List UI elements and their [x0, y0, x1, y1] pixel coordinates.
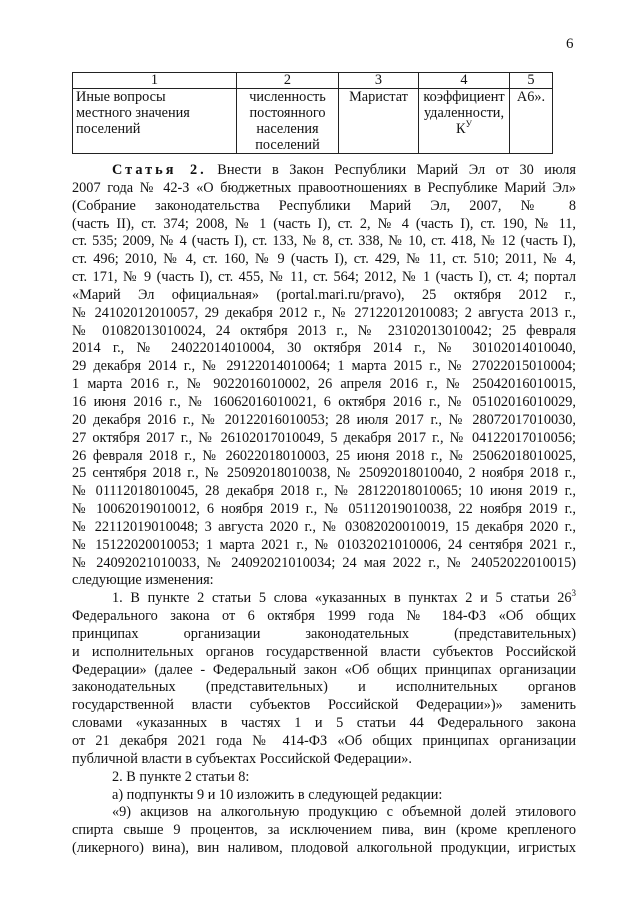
item1-line: законодательных (представительных) и исполнительных органов	[72, 679, 576, 696]
coefficient-symbol	[422, 121, 506, 137]
item2-quote-line: спирта свыше 9 процентов, за исключением пива, вин (кроме крепленого	[72, 822, 576, 839]
item1-first-line	[72, 590, 576, 608]
table-header-cell: 3	[339, 73, 419, 89]
table-cell-code: А6».	[510, 89, 553, 154]
table-cell-indicator	[237, 89, 339, 154]
cell-line: поселений	[76, 121, 141, 137]
article-line: № 15122020010053; 1 марта 2021 г., № 01032021010006, 24 сентября 2021 г.,	[72, 536, 576, 553]
item2-heading: 2. В пункте 2 статьи 8:	[112, 768, 250, 785]
article-last-line: следующие изменения:	[72, 572, 214, 589]
cell-line: удаленности,	[423, 105, 505, 121]
item1-last-line: публичной власти в субъектах Российской Федерации».	[72, 750, 413, 767]
table-header-cell: 4	[419, 73, 510, 89]
article-line: 2014 г., № 24022014010004, 30 октября 2014 г., № 30102014010040,	[72, 340, 576, 357]
cell-line: Иные вопросы	[76, 89, 166, 105]
cell-line: коэффициент	[423, 89, 505, 105]
item1-line: государственной власти субъектов Российской Федерации»)» заменить	[72, 697, 576, 714]
table-header-row	[73, 73, 553, 89]
article-line: № 01082013010024, 24 октября 2013 г., № 23102013010042; 25 февраля	[72, 322, 576, 339]
article-line: «Марий Эл официальная» (portal.mari.ru/pravo), 25 октября 2012 г.,	[72, 286, 576, 303]
table-header-cell: 5	[510, 73, 553, 89]
article-line: № 24092021010033, № 24092021010034; 24 мая 2022 г., № 24052022010015)	[72, 554, 576, 571]
cell-line: местного значения	[76, 105, 190, 121]
article-line: (часть II), ст. 374; 2008, № 1 (часть I), ст. 2, № 4 (часть I), ст. 190, № 11,	[72, 215, 576, 232]
article-line: № 22112019010048; 3 августа 2020 г., № 03082020010019, 15 декабря 2020 г.,	[72, 518, 576, 535]
coefficient-superscript: У	[465, 119, 472, 130]
document-body	[72, 162, 576, 858]
item1-line: словами «указанных в частях 1 и 5 статьи 44 Федерального закона	[72, 715, 576, 732]
item1-line-text: 1. В пункте 2 статьи 5 слова «указанных в пунктах 2 и 5 статьи 26	[112, 590, 572, 607]
item1-line: Федерации» (далее - Федеральный закон «Об общих принципах организации	[72, 661, 576, 678]
item2-sub-a: а) подпункты 9 и 10 изложить в следующей редакции:	[112, 786, 443, 803]
table-cell-coefficient	[419, 89, 510, 154]
article-line: 26 февраля 2018 г., № 26022018010003, 25 июня 2018 г., № 25062018010025,	[72, 447, 576, 464]
cell-line: постоянного	[249, 105, 326, 121]
cell-line: населения	[256, 121, 319, 137]
article-line: 1 марта 2016 г., № 9022016010002, 26 апреля 2016 г., № 25042016010015,	[72, 376, 576, 393]
cell-line: численность	[249, 89, 326, 105]
article-line: № 01112018010045, 28 декабря 2018 г., № 28122018010065; 10 июня 2019 г.,	[72, 483, 576, 500]
item2-quote-line: (ликерного) вина), вин наливом, плодовой алкогольной продукции, игристых	[72, 840, 576, 857]
article-line: 16 июня 2016 г., № 16062016010021, 6 октября 2016 г., № 05102016010029,	[72, 393, 576, 410]
table-header-cell: 1	[73, 73, 237, 89]
article-line: ст. 171, № 9 (часть I), ст. 455, № 11, ст. 564; 2012, № 1 (часть I), ст. 4; портал	[72, 269, 576, 286]
article-line: 20 декабря 2016 г., № 20122016010053; 28 июля 2017 г., № 28072017010030,	[72, 411, 576, 428]
article-line: ст. 496; 2010, № 4, ст. 160, № 9 (часть I), ст. 429, № 11, ст. 510; 2011, № 4,	[72, 251, 576, 268]
item1-line: и исполнительных органов государственной власти субъектов Российской	[72, 643, 576, 660]
article-line: 25 сентября 2018 г., № 25092018010038, № 25092018010040, 2 ноября 2018 г.,	[72, 465, 576, 482]
item1-superscript: 3	[571, 588, 576, 599]
article-line: 29 декабря 2014 г., № 29122014010064; 1 марта 2015 г., № 27022015010004;	[72, 358, 576, 375]
article-line: 27 октября 2017 г., № 26102017010049, 5 декабря 2017 г., № 04122017010056;	[72, 429, 576, 446]
article-line-text: Внести в Закон Республики Марий Эл от 30 июля	[217, 162, 576, 178]
article-line: № 24102012010057, 29 декабря 2012 г., № 27122012010083; 2 августа 2013 г.,	[72, 304, 576, 321]
article-line: 2007 года № 42-З «О бюджетных правоотношениях в Республике Марий Эл»	[72, 179, 576, 196]
article-label: Статья 2.	[112, 162, 207, 178]
table-cell-source: Маристат	[339, 89, 419, 154]
article-line: ст. 535; 2009, № 4 (часть I), ст. 133, № 8, ст. 338, № 10, ст. 418, № 12 (часть I),	[72, 233, 576, 250]
coefficients-table	[72, 72, 553, 154]
page-number: 6	[566, 36, 574, 52]
article-line: (Собрание законодательства Республики Марий Эл, 2007, № 8	[72, 197, 576, 214]
article-line: № 10062019010012, 6 ноября 2019 г., № 05112019010038, 22 ноября 2019 г.,	[72, 501, 576, 518]
table-header-cell: 2	[237, 73, 339, 89]
article-first-line	[72, 162, 576, 180]
table-row	[73, 89, 553, 154]
item2-quote-first-line: «9) акцизов на алкогольную продукцию с объемной долей этилового	[112, 804, 576, 821]
cell-line: поселений	[255, 137, 320, 153]
item1-line: Федерального закона от 6 октября 1999 года № 184-ФЗ «Об общих	[72, 608, 576, 625]
table-cell-name	[73, 89, 237, 154]
item1-line: принципах организации законодательных (представительных)	[72, 625, 576, 642]
item1-line: от 21 декабря 2021 года № 414-ФЗ «Об общих принципах организации	[72, 733, 576, 749]
coefficient-letter: К	[456, 121, 466, 137]
